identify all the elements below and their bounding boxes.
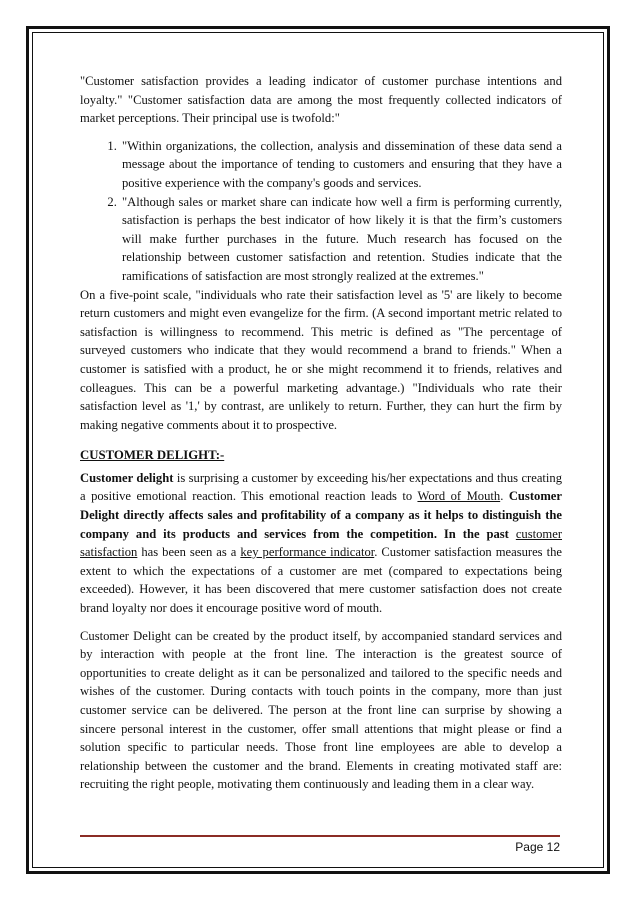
page-number: Page 12	[515, 840, 560, 854]
key-performance-indicator-link[interactable]: key performance indicator	[240, 545, 375, 560]
delight-text-1: is surprising a customer by exceeding his/her expectations and thus creating a positive emotional reaction. This emotional reaction leads to	[80, 470, 562, 504]
page-content	[80, 72, 562, 803]
intro-paragraph: "Customer satisfaction provides a leading indicator of customer purchase intentions and loyalty." "Customer satisfaction data are among the most frequently collected indicators of market perceptions. Their principal use is twofold:"	[80, 74, 562, 126]
delight-text-3: has been seen as a	[137, 545, 241, 560]
footer-rule	[80, 835, 560, 837]
delight-text-2: .	[500, 489, 509, 504]
satisfaction-scale-paragraph: On a five-point scale, "individuals who rate their satisfaction level as '5' are likely to become return customers and might even evangelize for the firm. (A second important metric related to satisfaction is willingness to recommend. This metric is defined as "The percentage of surveyed customers who indicate that they would recommend a brand to friends." When a customer is satisfied with a product, he or she might recommend it to friends, relatives and colleagues. This can be a powerful marketing advantage.) "Individuals who rate their satisfaction level as '1,' by contrast, are unlikely to return. Further, they can hurt the firm by making negative comments about it to prospective.	[80, 287, 562, 432]
customer-delight-paragraph	[80, 469, 562, 618]
list-item: 1. "Within organizations, the collection, analysis and dissemination of these data send a message about the importance of tending to customers and ensuring that they have a positive experience with the company's goods and services.	[120, 137, 562, 193]
section-heading: CUSTOMER DELIGHT:-	[80, 448, 225, 463]
word-of-mouth-link[interactable]: Word of Mouth	[417, 489, 501, 504]
list-item: 2. "Although sales or market share can indicate how well a firm is performing currently, satisfaction is perhaps the best indicator of how likely it is that the firm’s customers will make further purchases in the future. Much research has focused on the relationship between customer satisfaction and retention. Studies indicate that the ramifications of satisfaction are most strongly realized at the extremes."	[120, 193, 562, 286]
delight-term: Customer delight	[80, 470, 174, 485]
numbered-list	[80, 137, 562, 286]
delight-text-4: . Customer satisfaction measures the extent to which the expectations of a customer are met (compared to expectations being exceeded). However, it has been discovered that mere customer satisfaction does not create brand loyalty nor does it encourage positive word of mouth.	[80, 545, 562, 616]
delight-creation-paragraph: Customer Delight can be created by the product itself, by accompanied standard services and by interaction with people at the front line. The interaction is the greatest source of opportunities to create delight as it can be personalized and tailored to the specific needs and wishes of the customer. During contacts with touch points in the company, more than just customer service can be delivered. The person at the front line can surprise by showing a sincere personal interest in the customer, offer small attentions that might please or find a solution specific to particular needs. Those front line employees are able to develop a relationship between the customer and the brand. Elements in creating motivated staff are: recruiting the right people, motivating them continuously and leading them in a clear way.	[80, 628, 562, 792]
customer-satisfaction-link[interactable]: customer satisfaction	[80, 526, 563, 560]
delight-bold-sentence: Customer Delight directly affects sales and profitability of a company as it helps to distinguish the company and its products and services from the competition. In the past	[80, 489, 562, 541]
